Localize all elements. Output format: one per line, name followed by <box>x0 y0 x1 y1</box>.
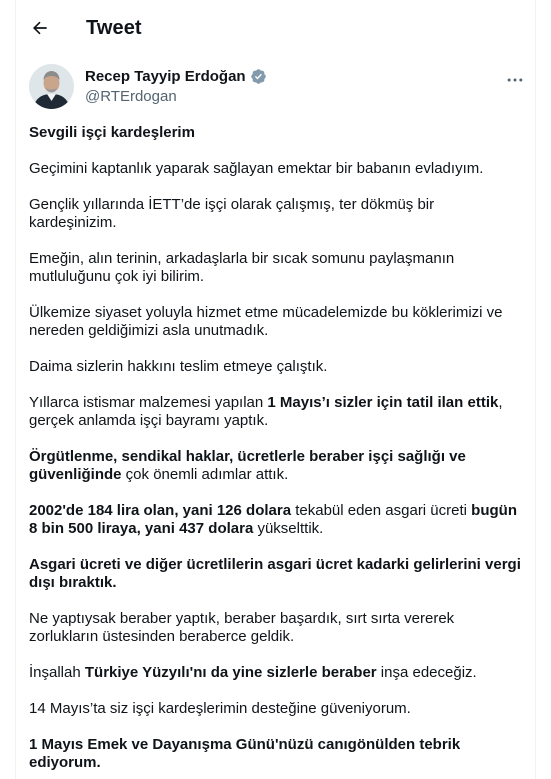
tweet-line: Emeğin, alın terinin, arkadaşlarla bir sıcak somunu paylaşmanın <box>29 250 455 267</box>
tweet-line: mutluluğunu çok iyi bilirim. <box>29 268 205 285</box>
tweet-line: Gençlik yıllarında İETT’de işçi olarak çalışmış, ter dökmüş bir <box>29 196 435 213</box>
tweet-line: 2002'de 184 lira olan, yani 126 dolara tekabül eden asgari ücreti bugün <box>29 502 517 519</box>
tweet-line: Örgütlenme, sendikal haklar, ücretlerle beraber işçi sağlığı ve <box>29 448 466 465</box>
tweet-line: 8 bin 500 liraya, yani 437 dolara yükselttik. <box>29 520 324 537</box>
tweet-line: 14 Mayıs’ta siz işçi kardeşlerimin desteğine güveniyorum. <box>29 700 411 717</box>
tweet-line: Sevgili işçi kardeşlerim <box>29 124 195 141</box>
tweet-line: gerçek anlamda işçi bayramı yaptık. <box>29 412 269 429</box>
tweet-line: Ne yaptıysak beraber yaptık, beraber başardık, sırt sırta vererek <box>29 610 455 627</box>
tweet-author <box>16 64 535 116</box>
more-options-button[interactable] <box>503 68 527 92</box>
tweet-page <box>15 0 536 779</box>
back-button[interactable] <box>22 10 58 46</box>
page-title: Tweet <box>86 16 142 39</box>
avatar[interactable] <box>29 64 74 109</box>
tweet-line: Asgari ücreti ve diğer ücretlilerin asgari ücret kadarki gelirlerini vergi <box>29 556 521 573</box>
tweet-line: Geçimini kaptanlık yaparak sağlayan emektar bir babanın evladıyım. <box>29 160 484 177</box>
tweet-line: dışı bıraktık. <box>29 574 117 591</box>
tweet-line: İnşallah Türkiye Yüzyılı'nı da yine sizlerle beraber inşa edeceğiz. <box>29 664 477 681</box>
author-handle[interactable]: @RTErdogan <box>85 88 177 105</box>
tweet-line: 1 Mayıs Emek ve Dayanışma Günü'nüzü canıgönülden tebrik <box>29 736 461 753</box>
author-name[interactable]: Recep Tayyip Erdoğan <box>85 68 246 85</box>
tweet-line: Ülkemize siyaset yoluyla hizmet etme mücadelemizde bu köklerimizi ve <box>29 304 503 321</box>
arrow-left-icon <box>30 18 50 38</box>
tweet-line: Yıllarca istismar malzemesi yapılan 1 Mayıs’ı sizler için tatil ilan ettik, <box>29 394 503 411</box>
tweet-line: kardeşinizim. <box>29 214 117 231</box>
verified-badge-icon <box>250 68 267 85</box>
tweet-line: zorlukların üstesinden beraberce geldik. <box>29 628 295 645</box>
tweet-line: ediyorum. <box>29 754 101 771</box>
author-name-row <box>85 68 267 85</box>
page-header <box>16 0 535 56</box>
tweet-line: Daima sizlerin hakkını teslim etmeye çalıştık. <box>29 358 328 375</box>
tweet-text <box>29 124 529 772</box>
tweet-line: nereden geldiğimizi asla unutmadık. <box>29 322 269 339</box>
tweet-line: güvenliğinde çok önemli adımlar attık. <box>29 466 289 483</box>
more-horizontal-icon <box>505 70 525 90</box>
